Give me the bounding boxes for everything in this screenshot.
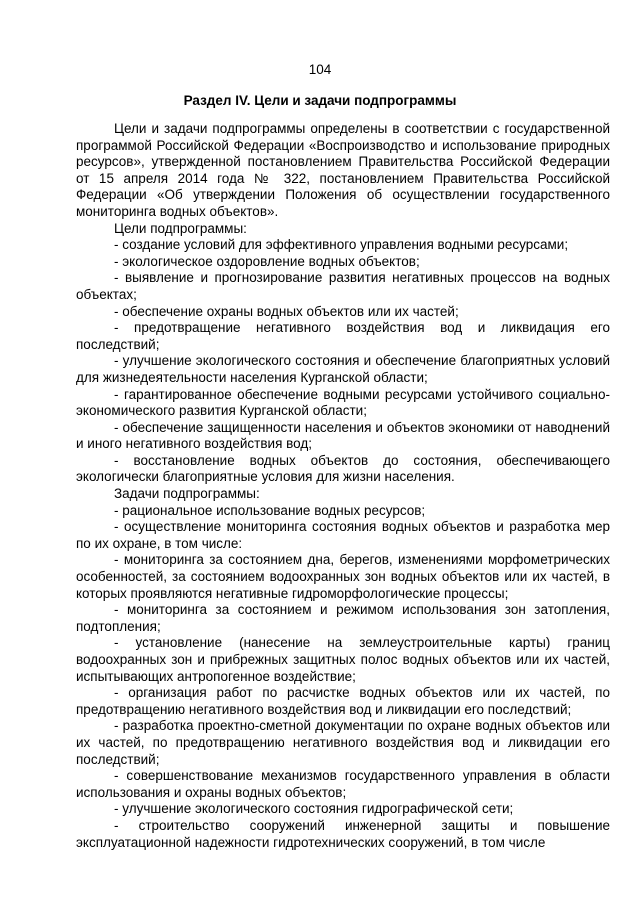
list-item: - обеспечение охраны водных объектов или их частей; bbox=[114, 303, 459, 319]
list-item: - создание условий для эффективного управления водными ресурсами; bbox=[114, 237, 569, 253]
list-item: - мониторинга за состоянием дна, берегов, изменениями морфометрических особенностей, за состоянием водоохранных зон водных объектов или их частей, в которых проявляются негативные гидроморфологические процессы; bbox=[76, 552, 610, 601]
list-item: - мониторинга за состоянием и режимом использования зон затопления, подтопления; bbox=[76, 602, 610, 634]
goals-heading: Цели подпрограммы: bbox=[114, 220, 247, 236]
list-item: - осуществление мониторинга состояния водных объектов и разработка мер по их охране, в том числе: bbox=[76, 519, 610, 551]
list-item: - восстановление водных объектов до состояния, обеспечивающего экологически благоприятные условия для жизни населения. bbox=[76, 452, 610, 485]
tasks-heading: Задачи подпрограммы: bbox=[114, 486, 260, 502]
page-number: 104 bbox=[308, 62, 332, 77]
list-item: - рациональное использование водных ресурсов; bbox=[114, 502, 426, 518]
list-item: - организация работ по расчистке водных объектов или их частей, по предотвращению негативного воздействия вод и ликвидации его последствий; bbox=[76, 685, 610, 717]
list-item: - экологическое оздоровление водных объектов; bbox=[114, 253, 420, 269]
list-item: - гарантированное обеспечение водными ресурсами устойчивого социально-экономического развития Курганской области; bbox=[76, 386, 610, 419]
list-item: - разработка проектно-сметной документации по охране водных объектов или их частей, по предотвращению негативного воздействия вод и ликвидации его последствий; bbox=[76, 718, 610, 767]
list-item: - совершенствование механизмов государственного управления в области использования и охраны водных объектов; bbox=[76, 768, 610, 800]
list-item: - улучшение экологического состояния и обеспечение благоприятных условий для жизнедеятельности населения Курганской области; bbox=[76, 353, 610, 385]
list-item: - предотвращение негативного воздействия вод и ликвидация его последствий; bbox=[76, 320, 610, 352]
list-item: - улучшение экологического состояния гидрографической сети; bbox=[114, 801, 514, 817]
list-item: - обеспечение защищенности населения и объектов экономики от наводнений и иного негативного воздействия вод; bbox=[76, 419, 610, 452]
section-title: Раздел IV. Цели и задачи подпрограммы bbox=[183, 93, 457, 108]
list-item: - выявление и прогнозирование развития негативных процессов на водных объектах; bbox=[76, 270, 610, 302]
paragraph-intro: Цели и задачи подпрограммы определены в соответствии с государственной программой Российской Федерации «Воспроизводство и использование природных ресурсов», утвержденной постановлением Правительства Российской Федерации от 15 апреля 2014 года № 322, постановлением Правительства Российской Федерации «Об утверждении Положения об осуществлении государственного мониторинга водных объектов». bbox=[76, 121, 610, 219]
body-text bbox=[76, 121, 610, 851]
list-item: - установление (нанесение на землеустроительные карты) границ водоохранных зон и прибрежных защитных полос водных объектов или их частей, испытывающих антропогенное воздействие; bbox=[76, 635, 610, 684]
list-item: - строительство сооружений инженерной защиты и повышение эксплуатационной надежности гидротехнических сооружений, в том числе bbox=[76, 817, 610, 850]
